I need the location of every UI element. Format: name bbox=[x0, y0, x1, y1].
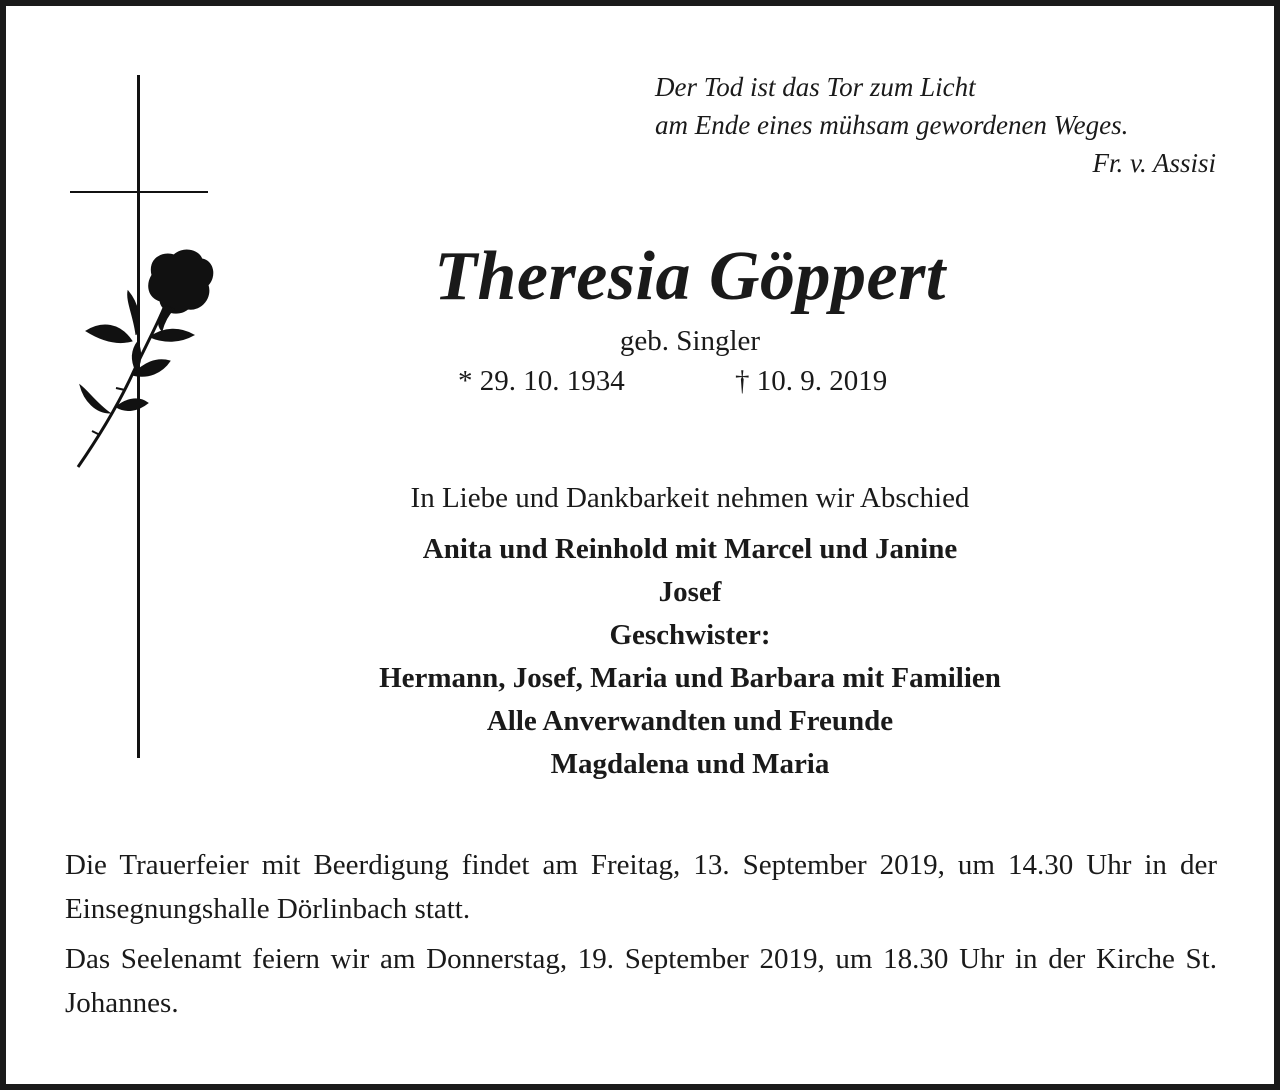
quote-line: am Ende eines mühsam gewordenen Weges. bbox=[655, 110, 1129, 140]
deceased-name: Theresia Göppert bbox=[434, 238, 946, 315]
death-date: † 10. 9. 2019 bbox=[735, 365, 888, 397]
farewell-text: In Liebe und Dankbarkeit nehmen wir Abschied bbox=[410, 482, 970, 514]
mourner-line: Hermann, Josef, Maria und Barbara mit Familien bbox=[379, 662, 1001, 694]
quote-author: Fr. v. Assisi bbox=[1092, 148, 1216, 178]
birth-date: * 29. 10. 1934 bbox=[458, 365, 625, 397]
quote-block bbox=[620, 68, 1216, 182]
funeral-service-info: Die Trauerfeier mit Beerdigung findet am Freitag, 13. September 2019, um 14.30 Uhr in der Einsegnungshalle Dörlinbach statt. bbox=[65, 849, 1217, 925]
quote-line: Der Tod ist das Tor zum Licht bbox=[655, 72, 976, 102]
mourner-line: Josef bbox=[658, 576, 722, 608]
mourner-line: Magdalena und Maria bbox=[550, 748, 830, 780]
mourner-line: Anita und Reinhold mit Marcel und Janine bbox=[422, 533, 958, 565]
mourners-list bbox=[190, 528, 1190, 786]
mourner-line: Alle Anverwandten und Freunde bbox=[486, 705, 894, 737]
requiem-mass-info: Das Seelenamt feiern wir am Donnerstag, 19. September 2019, um 18.30 Uhr in der Kirche St. Johannes. bbox=[65, 943, 1217, 1019]
mourner-line: Geschwister: bbox=[609, 619, 771, 651]
cross-crossbar bbox=[70, 191, 208, 193]
birth-name: geb. Singler bbox=[619, 325, 761, 357]
